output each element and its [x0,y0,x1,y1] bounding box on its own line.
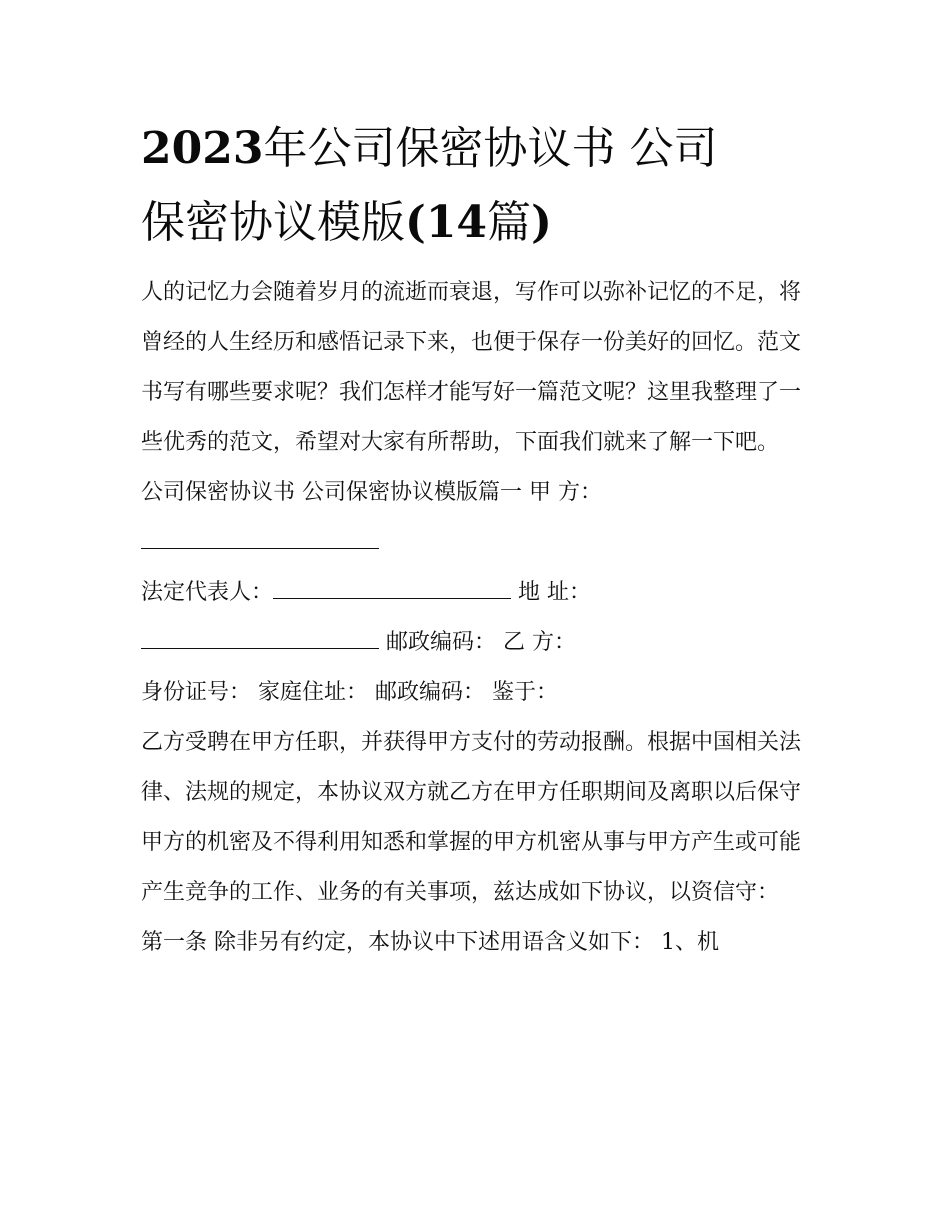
address-line [141,618,821,668]
section-heading: 公司保密协议书 公司保密协议模版篇一 甲 方： [141,480,602,505]
legal-rep-line [141,568,821,618]
article-one: 第一条 除非另有约定，本协议中下述用语含义如下： 1、机 [141,930,719,955]
title-close-paren: ) [531,197,552,248]
document-body [141,268,821,968]
title-text-line2: 保密协议模版 [141,197,405,248]
whereas-paragraph: 乙方受聘在甲方任职，并获得甲方支付的劳动报酬。根据中国相关法律、法规的规定，本协议双方就乙方在甲方任职期间及离职以后保守甲方的机密及不得利用知悉和掌握的甲方机密从事与甲方产生或可能产生竞争的工作、业务的有关事项，兹达成如下协议，以资信守： [141,730,802,905]
title-count-unit: 篇 [487,197,532,248]
address-label: 地 址： [518,580,592,605]
party-a-blank-line [141,518,821,568]
party-b-label: 乙 方： [503,630,577,655]
postal-label: 邮政编码： [386,630,497,655]
document-content [141,112,821,968]
address-blank [141,626,379,649]
intro-paragraph: 人的记忆力会随着岁月的流逝而衰退，写作可以弥补记忆的不足，将曾经的人生经历和感悟记录下来，也便于保存一份美好的回忆。范文书写有哪些要求呢？我们怎样才能写好一篇范文呢？这里我整理了一些优秀的范文，希望对大家有所帮助，下面我们就来了解一下吧。 [141,280,802,455]
party-a-blank [141,526,379,549]
title-text-line1: 年公司保密协议书 公司 [263,123,718,174]
legal-rep-blank [273,576,511,599]
document-title [141,112,821,260]
id-line: 身份证号： 家庭住址： 邮政编码： 鉴于： [141,680,558,705]
legal-rep-label: 法定代表人： [141,580,274,605]
title-count: (14 [405,197,488,248]
title-year: 2023 [141,123,264,174]
